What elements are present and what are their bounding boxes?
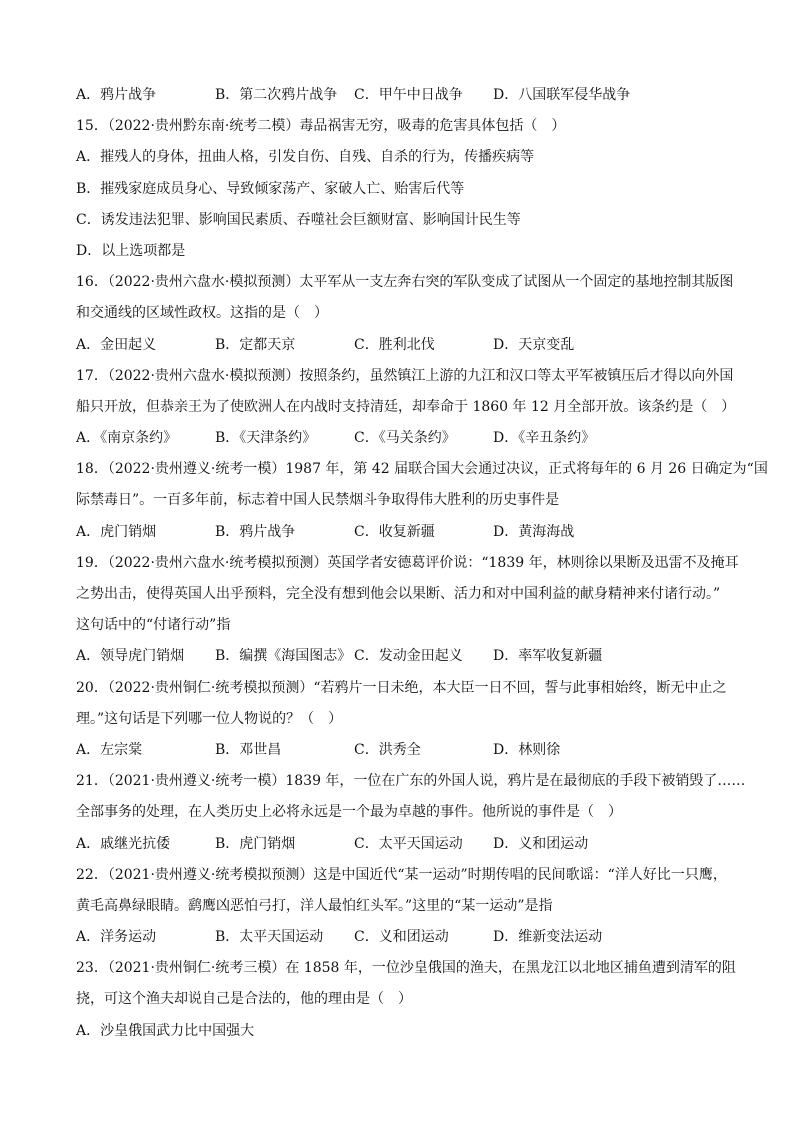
option-c[interactable]: C．洪秀全 — [354, 741, 421, 758]
option-d[interactable]: D．义和团运动 — [493, 835, 589, 852]
question-18-options — [76, 517, 726, 548]
option-a[interactable]: A．虎门销烟 — [76, 523, 157, 540]
question-23-stem-line-2: 挠，可这个渔夫却说自己是合法的，他的理由是（ ） — [76, 991, 412, 1008]
question-16-stem-line-2: 和交通线的区域性政权。这指的是（ ） — [76, 305, 328, 322]
exam-page — [76, 80, 768, 1047]
option-d[interactable]: D．黄海海战 — [493, 523, 575, 540]
option-c[interactable]: C．发动金田起义 — [354, 648, 463, 665]
question-22-options — [76, 922, 726, 953]
option-a[interactable]: A．领导虎门销烟 — [76, 648, 185, 665]
question-18-stem-line-2: 际禁毒日”。一百多年前，标志着中国人民禁烟斗争取得伟大胜利的历史事件是 — [76, 492, 560, 509]
question-20-options — [76, 735, 726, 766]
question-23-stem-line-1: 23．（2021·贵州铜仁·统考三模）在 1858 年，一位沙皇俄国的渔夫，在黑龙江以北地区捕鱼遭到清军的阻 — [76, 960, 736, 977]
question-15-option-a[interactable]: A．摧残人的身体，扭曲人格，引发自伤、自残、自杀的行为，传播疾病等 — [76, 149, 535, 166]
question-20-stem-line-1: 20．（2022·贵州铜仁·统考模拟预测）“若鸦片一日未绝，本大臣一日不回，誓与此事相始终，断无中止之 — [76, 679, 727, 696]
option-c[interactable]: C．胜利北伐 — [354, 336, 435, 353]
question-21-stem-line-2: 全部事务的处理，在人类历史上必将永远是一个最为卓越的事件。他所说的事件是（ ） — [76, 804, 622, 821]
option-a[interactable]: A．洋务运动 — [76, 929, 157, 946]
option-b[interactable]: B．虎门销烟 — [215, 835, 296, 852]
question-15-option-b[interactable]: B．摧残家庭成员身心、导致倾家荡产、家破人亡、贻害后代等 — [76, 180, 465, 197]
option-c[interactable]: C．《马关条约》 — [354, 430, 456, 447]
question-22-stem-line-2: 黄毛高鼻绿眼睛。鹞鹰凶恶怕弓打，洋人最怕红头军。”这里的“某一运动”是指 — [76, 897, 553, 914]
option-c[interactable]: C．甲午中日战争 — [354, 87, 463, 103]
question-19-stem-line-2: 之势出击，使得英国人出乎预料，完全没有想到他会以果断、活力和对中国利益的献身精神来付诸行动。” — [76, 586, 721, 602]
question-21-options — [76, 829, 726, 860]
question-14-options — [76, 80, 726, 111]
option-d[interactable]: D．率军收复新疆 — [493, 648, 603, 665]
question-17-stem-line-2: 船只开放，但恭亲王为了使欧洲人在内战时支持清廷，却奉命于 1860 年 12 月全部开放。该条约是（ ） — [76, 398, 736, 415]
option-d[interactable]: D．维新变法运动 — [493, 929, 603, 946]
question-19-stem-line-3: 这句话中的“付诸行动”指 — [76, 617, 231, 634]
option-b[interactable]: B．第二次鸦片战争 — [215, 87, 338, 103]
option-b[interactable]: B．鸦片战争 — [215, 523, 296, 540]
question-19-stem-line-1: 19．（2022·贵州六盘水·统考模拟预测）英国学者安德葛评价说：“1839 年，林则徐以果断及迅雷不及掩耳 — [76, 554, 739, 571]
option-b[interactable]: B．《天津条约》 — [215, 430, 317, 447]
question-21-stem-line-1: 21．（2021·贵州遵义·统考一模）1839 年，一位在广东的外国人说，鸦片是在最彻底的手段下被销毁了…… — [76, 773, 746, 790]
option-b[interactable]: B．定都天京 — [215, 336, 296, 353]
question-16-options — [76, 330, 726, 361]
option-b[interactable]: B．邓世昌 — [215, 741, 282, 758]
option-d[interactable]: D．天京变乱 — [493, 336, 575, 353]
option-c[interactable]: C．收复新疆 — [354, 523, 435, 540]
question-17-stem-line-1: 17．（2022·贵州六盘水·模拟预测）按照条约，虽然镇江上游的九江和汉口等太平军被镇压后才得以向外国 — [76, 367, 734, 384]
question-19-options — [76, 641, 726, 672]
question-15-option-d[interactable]: D．以上选项都是 — [76, 242, 186, 259]
question-18-stem-line-1: 18．（2022·贵州遵义·统考一模）1987 年，第 42 届联合国大会通过决议，正式将每年的 6 月 26 日确定为“国 — [76, 461, 768, 478]
question-20-stem-line-2: 理。”这句话是下列哪一位人物说的？（ ） — [76, 710, 343, 727]
option-d[interactable]: D．林则徐 — [493, 741, 561, 758]
option-b[interactable]: B．编撰《海国图志》 — [215, 648, 352, 665]
question-23-option-a[interactable]: A．沙皇俄国武力比中国强大 — [76, 1022, 255, 1039]
question-15-stem: 15．（2022·贵州黔东南·统考二模）毒品祸害无穷，吸毒的危害具体包括（ ） — [76, 118, 566, 135]
option-a[interactable]: A．《南京条约》 — [76, 430, 178, 447]
option-c[interactable]: C．太平天国运动 — [354, 835, 463, 852]
option-a[interactable]: A．金田起义 — [76, 336, 157, 353]
option-a[interactable]: A．左宗棠 — [76, 741, 143, 758]
option-d[interactable]: D．八国联军侵华战争 — [493, 87, 631, 103]
option-c[interactable]: C．义和团运动 — [354, 929, 449, 946]
question-16-stem-line-1: 16．（2022·贵州六盘水·模拟预测）太平军从一支左奔右突的军队变成了试图从一个固定的基地控制其版图 — [76, 274, 734, 291]
option-a[interactable]: A．戚继光抗倭 — [76, 835, 171, 852]
question-22-stem-line-1: 22．（2021·贵州遵义·统考模拟预测）这是中国近代“某一运动”时期传唱的民间歌谣：“洋人好比一只鹰， — [76, 866, 727, 883]
option-b[interactable]: B．太平天国运动 — [215, 929, 324, 946]
question-17-options — [76, 423, 726, 454]
option-d[interactable]: D．《辛丑条约》 — [493, 430, 596, 447]
option-a[interactable]: A．鸦片战争 — [76, 87, 157, 103]
question-15-option-c[interactable]: C．诱发违法犯罪、影响国民素质、吞噬社会巨额财富、影响国计民生等 — [76, 211, 521, 228]
